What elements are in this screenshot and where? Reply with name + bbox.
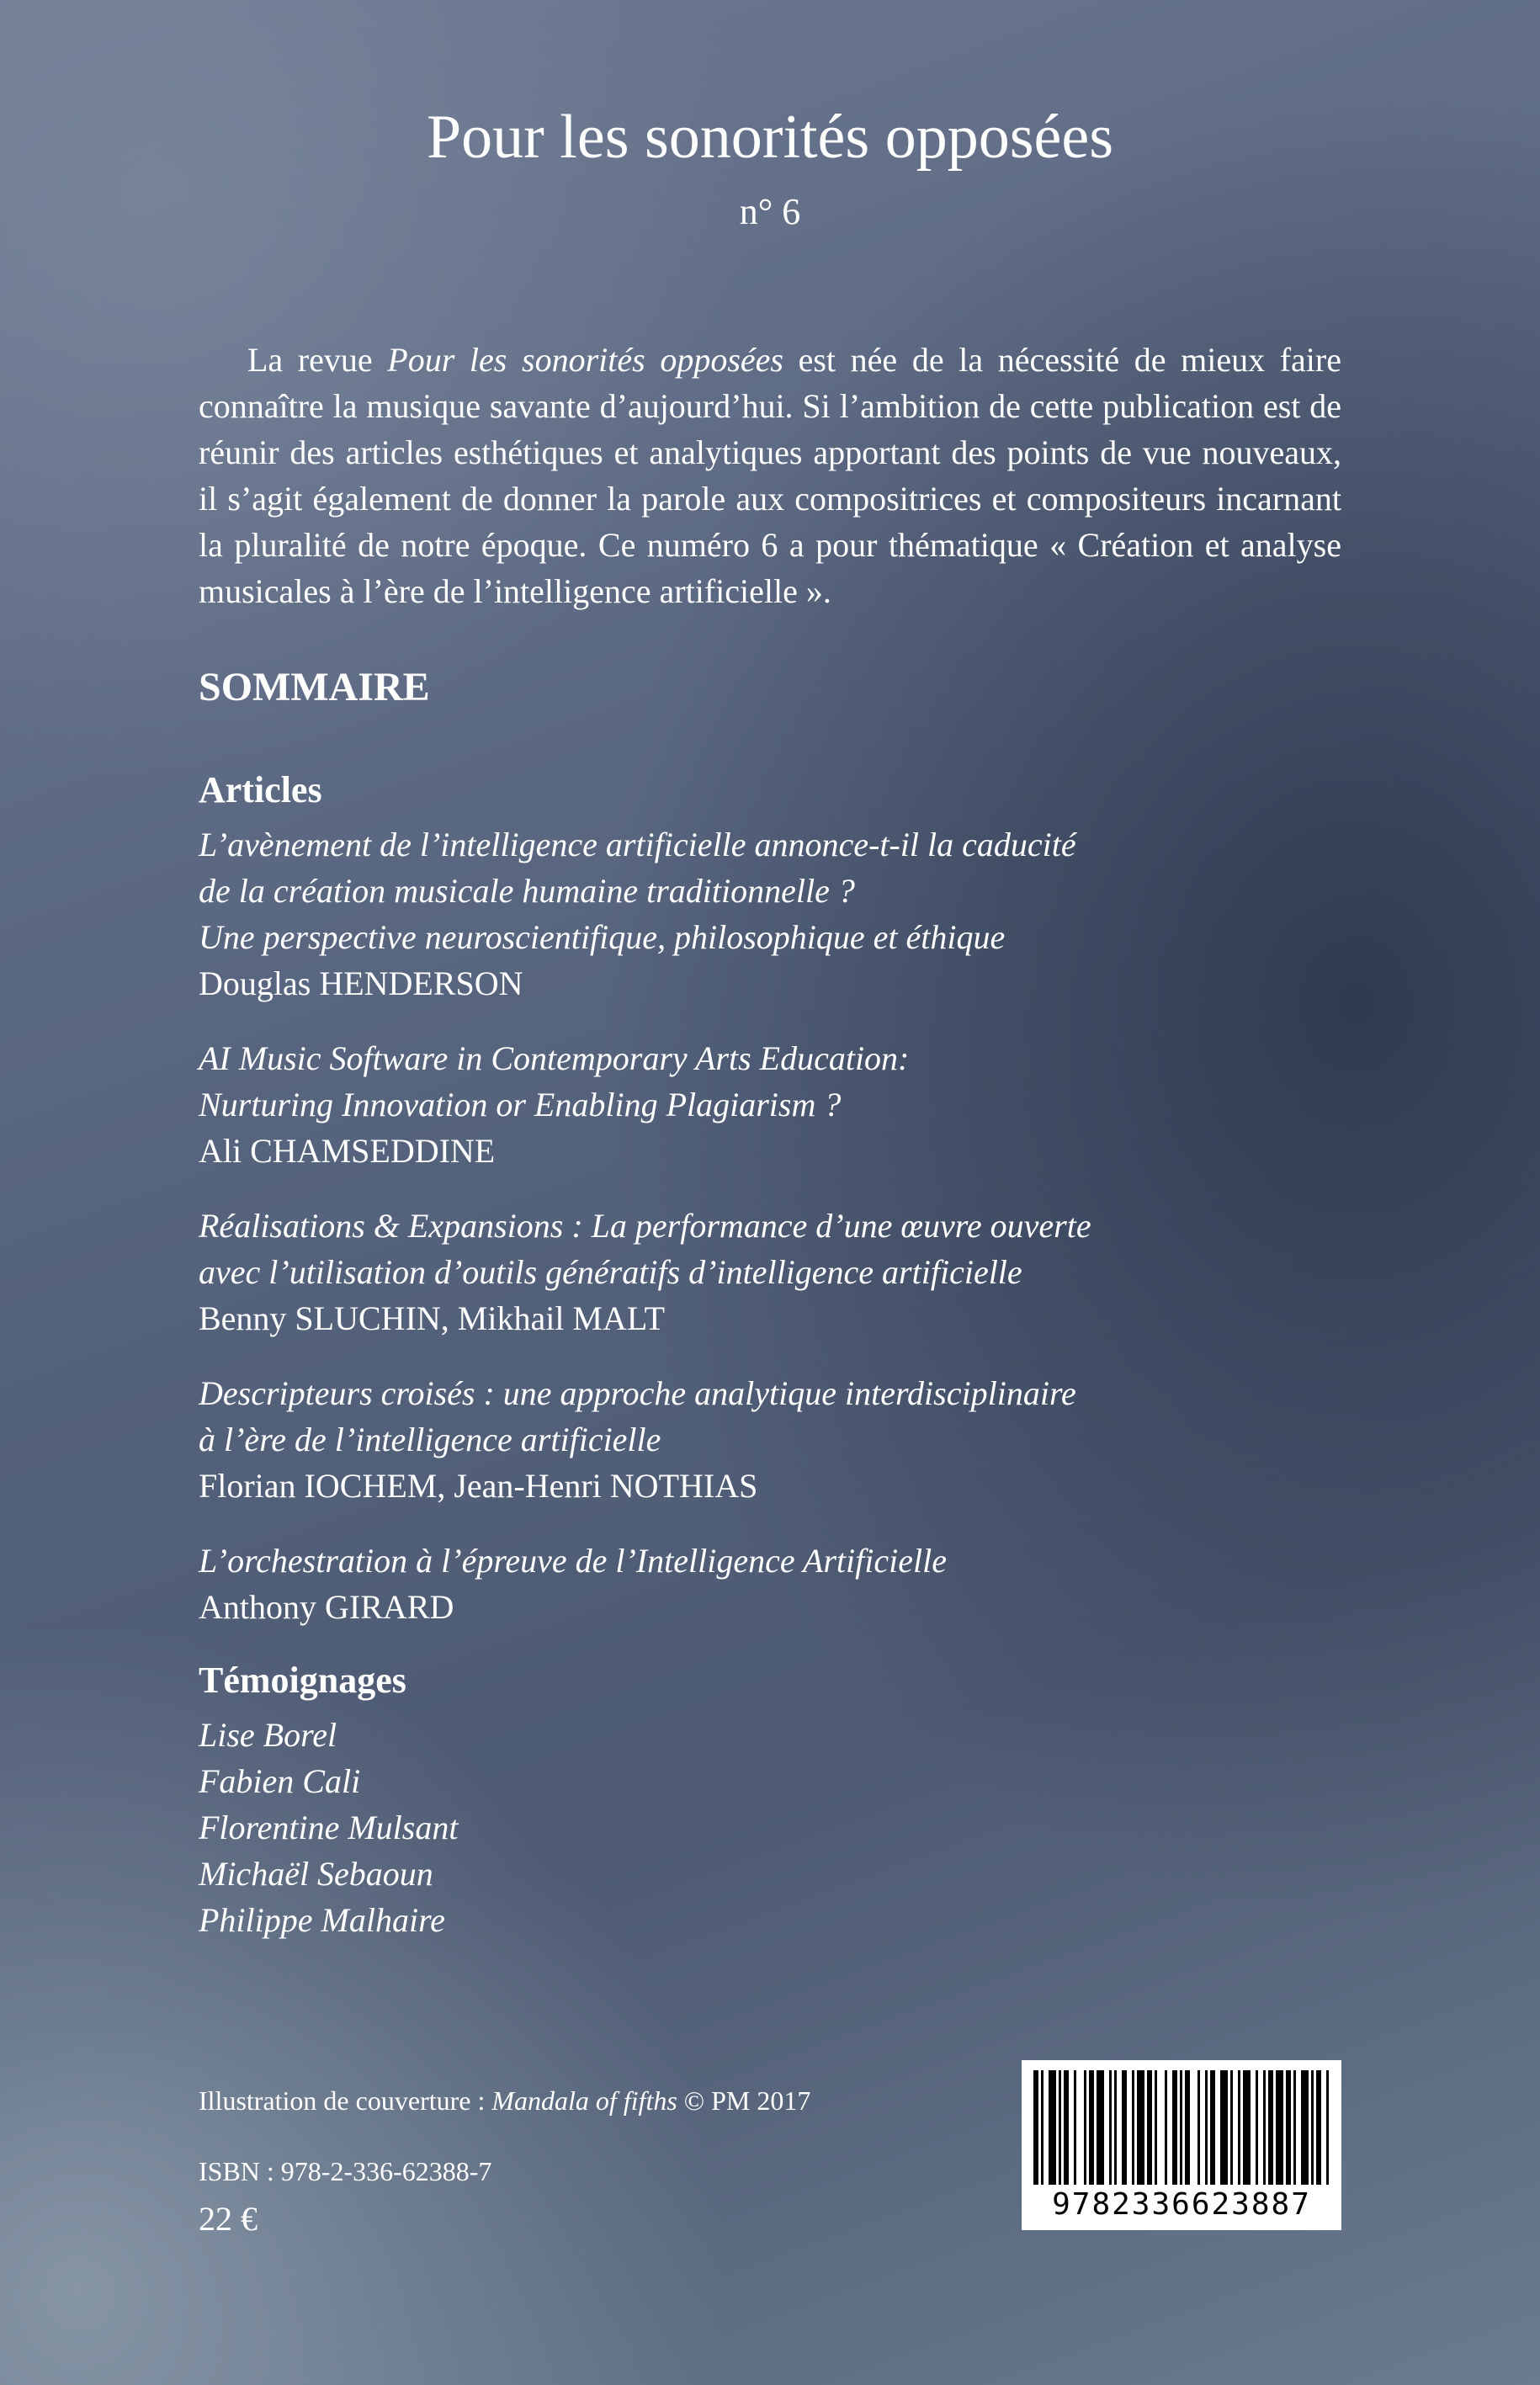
testimonies-list xyxy=(199,1712,1377,1943)
article-item xyxy=(199,1370,1377,1509)
intro-lead: La revue xyxy=(247,341,388,379)
testimony-item: Fabien Cali xyxy=(199,1762,361,1800)
barcode-bar xyxy=(1122,2070,1127,2185)
barcode xyxy=(1022,2060,1341,2230)
article-title-line: avec l’utilisation d’outils génératifs d’intelligence artificielle xyxy=(199,1253,1022,1291)
credit-rights: © PM 2017 xyxy=(677,2085,811,2116)
article-title-line: Nurturing Innovation or Enabling Plagiarism ? xyxy=(199,1086,842,1123)
article-authors: Florian IOCHEM, Jean-Henri NOTHIAS xyxy=(199,1467,758,1505)
barcode-bar xyxy=(1256,2070,1258,2185)
sommaire-heading: SOMMAIRE xyxy=(199,665,430,709)
credit-work-title: Mandala of fifths xyxy=(491,2085,677,2116)
barcode-bar xyxy=(1326,2070,1329,2185)
barcode-bar xyxy=(1316,2070,1321,2185)
article-title-line: à l’ère de l’intelligence artificielle xyxy=(199,1421,661,1458)
credit-label: Illustration de couverture : xyxy=(199,2085,492,2116)
isbn-number: ISBN : 978-2-336-62388-7 xyxy=(199,2156,492,2186)
barcode-bar xyxy=(1286,2070,1291,2185)
barcode-digits: 9782336623887 xyxy=(1052,2187,1311,2222)
barcode-bar xyxy=(1147,2070,1152,2185)
barcode-bar xyxy=(1074,2070,1076,2185)
articles-section xyxy=(199,764,1377,1659)
issue-number: n° 6 xyxy=(739,191,801,232)
testimony-item: Philippe Malhaire xyxy=(199,1901,445,1939)
barcode-bar xyxy=(1064,2070,1069,2185)
barcode-bar xyxy=(1243,2070,1251,2185)
barcode-bar xyxy=(1293,2070,1296,2185)
barcode-bar xyxy=(1132,2070,1134,2185)
barcode-bar xyxy=(1041,2070,1043,2185)
cover-title: Pour les sonorités opposées xyxy=(427,103,1113,172)
barcode-bar xyxy=(1059,2070,1061,2185)
barcode-bar xyxy=(1114,2070,1117,2185)
barcode-bar xyxy=(1155,2070,1157,2185)
barcode-bar xyxy=(1268,2070,1273,2185)
barcode-bar xyxy=(1197,2070,1200,2185)
article-title-line: L’orchestration à l’épreuve de l’Intelligence Artificielle xyxy=(199,1542,947,1580)
barcode-bar xyxy=(1230,2070,1233,2185)
barcode-bar xyxy=(1165,2070,1167,2185)
barcode-bar xyxy=(1137,2070,1144,2185)
barcode-bar xyxy=(1097,2070,1104,2185)
barcode-bar xyxy=(1109,2070,1112,2185)
barcode-bar xyxy=(1049,2070,1056,2185)
article-item xyxy=(199,1035,1377,1174)
article-authors: Benny SLUCHIN, Mikhail MALT xyxy=(199,1299,666,1337)
price: 22 € xyxy=(199,2200,258,2238)
testimonies-section xyxy=(199,1655,1377,1943)
article-title-line: de la création musicale humaine traditionnelle ? xyxy=(199,872,855,910)
barcode-bar xyxy=(1238,2070,1240,2185)
article-title-line: L’avènement de l’intelligence artificielle annonce-t-il la caducité xyxy=(199,826,1076,863)
article-title-line: AI Music Software in Contemporary Arts Education: xyxy=(199,1039,910,1077)
article-authors: Douglas HENDERSON xyxy=(199,964,523,1002)
article-item xyxy=(199,821,1377,1007)
barcode-bar xyxy=(1301,2070,1309,2185)
article-item xyxy=(199,1203,1377,1341)
barcode-bar xyxy=(1210,2070,1215,2185)
barcode-bar xyxy=(1180,2070,1182,2185)
barcode-bar xyxy=(1276,2070,1283,2185)
barcode-bar xyxy=(1263,2070,1266,2185)
article-title-line: Réalisations & Expansions : La performance d’une œuvre ouverte xyxy=(199,1207,1091,1245)
barcode-bar xyxy=(1311,2070,1314,2185)
articles-heading: Articles xyxy=(199,769,322,810)
barcode-bar xyxy=(1033,2070,1038,2185)
article-authors: Anthony GIRARD xyxy=(199,1588,454,1626)
barcode-bar xyxy=(1220,2070,1228,2185)
barcode-bar xyxy=(1084,2070,1086,2185)
intro-paragraph xyxy=(199,337,1341,614)
barcode-bar xyxy=(1205,2070,1208,2185)
testimonies-heading: Témoignages xyxy=(199,1660,406,1701)
barcode-bar xyxy=(1089,2070,1094,2185)
testimony-item: Lise Borel xyxy=(199,1716,337,1754)
cover-illustration-credit xyxy=(199,2082,810,2119)
article-item xyxy=(199,1538,1377,1630)
testimony-item: Michaël Sebaoun xyxy=(199,1855,433,1893)
testimony-item: Florentine Mulsant xyxy=(199,1809,459,1846)
intro-journal-name: Pour les sonorités opposées xyxy=(387,341,783,379)
article-authors: Ali CHAMSEDDINE xyxy=(199,1132,496,1170)
intro-body: est née de la nécessité de mieux faire connaître la musique savante d’aujourd’hui. Si l’ambition de cette publication est de réunir des articles esthétiques et analytiques apportant des points de vue nouveaux, il s’agit également de donner la parole aux compositrices et compositeurs incarnant la pluralité de notre époque. Ce numéro 6 a pour thématique « Création et analyse musicales à l’ère de l’intelligence artificielle ». xyxy=(199,341,1341,610)
article-title-line: Une perspective neuroscientifique, philosophique et éthique xyxy=(199,918,1006,956)
barcode-bar xyxy=(1185,2070,1190,2185)
barcode-bar xyxy=(1172,2070,1177,2185)
article-title-line: Descripteurs croisés : une approche analytique interdisciplinaire xyxy=(199,1374,1076,1412)
